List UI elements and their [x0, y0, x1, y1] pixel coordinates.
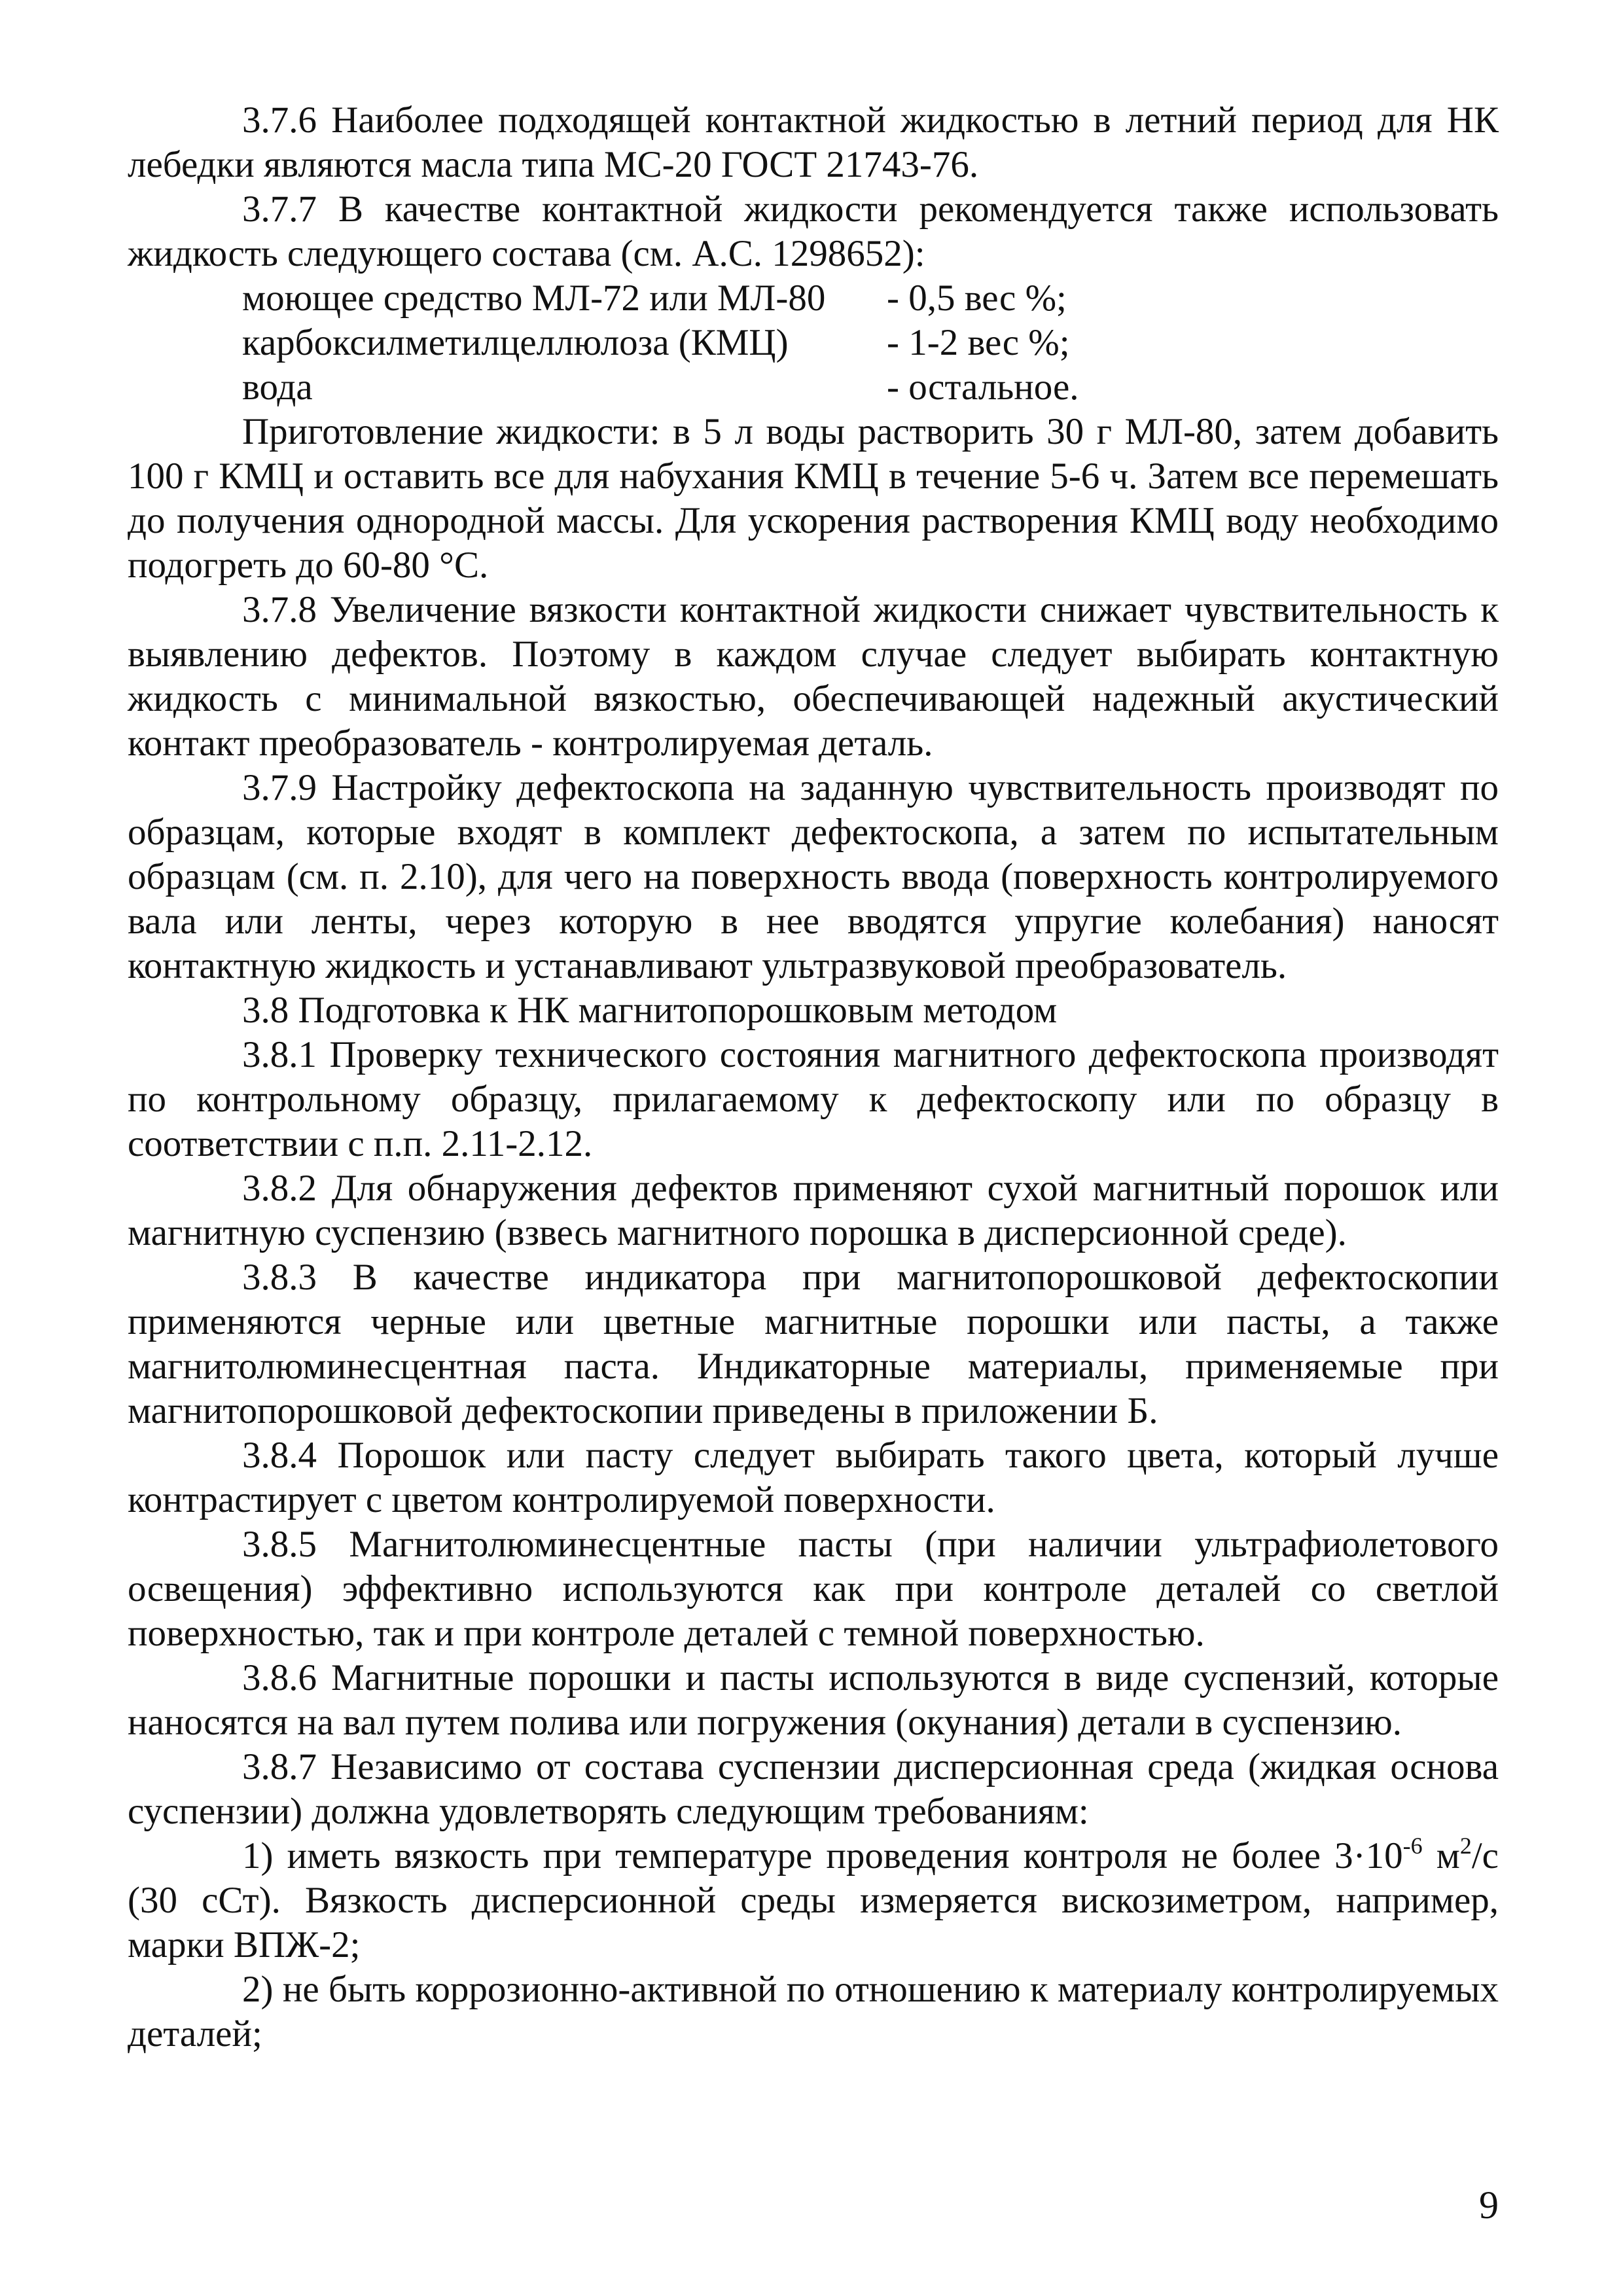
paragraph-3-8-4: 3.8.4 Порошок или пасту следует выбирать такого цвета, который лучше контрастирует с цветом контролируемой поверхности.	[128, 1435, 1499, 1520]
requirement-item-2: 2) не быть коррозионно-активной по отношению к материалу контролируемых деталей;	[128, 1969, 1499, 2054]
section-heading-3-8: 3.8 Подготовка к НК магнитопорошковым методом	[242, 990, 1058, 1031]
requirement-item-1	[128, 1834, 1499, 1967]
paragraph-3-7-9: 3.7.9 Настройку дефектоскопа на заданную чувствительность производят по образцам, которые входят в комплект дефектоскопа, а затем по испытательным образцам (см. п. 2.10), для чего на поверхность ввода (поверхность контролируемого вала или ленты, через которую в нее вводятся упругие колебания) наносят контактную жидкость и устанавливают ультразвуковой преобразователь.	[128, 767, 1499, 986]
mixture-amount: - 1-2 вес %;	[887, 322, 1070, 363]
paragraph-3-7-8: 3.7.8 Увеличение вязкости контактной жидкости снижает чувствительность к выявлению дефектов. Поэтому в каждом случае следует выбирать контактную жидкость с минимальной вязкостью, обеспечивающей надежный акустический контакт преобразователь - контролируемая деталь.	[128, 589, 1499, 764]
mixture-amount: - 0,5 вес %;	[887, 278, 1067, 319]
page-body	[128, 98, 1499, 2056]
mixture-component: карбоксилметилцеллюлоза (КМЦ)	[242, 322, 789, 363]
paragraph-3-8-2: 3.8.2 Для обнаружения дефектов применяют сухой магнитный порошок или магнитную суспензию (взвесь магнитного порошка в дисперсионной среде).	[128, 1168, 1499, 1253]
mixture-amount: - остальное.	[887, 367, 1079, 408]
paragraph-3-8-7: 3.8.7 Независимо от состава суспензии дисперсионная среда (жидкая основа суспензии) должна удовлетворять следующим требованиям:	[128, 1746, 1499, 1832]
paragraph-3-8-1: 3.8.1 Проверку технического состояния магнитного дефектоскопа производят по контрольному образцу, прилагаемому к дефектоскопу или по образцу в соответствии с п.п. 2.11-2.12.	[128, 1034, 1499, 1164]
paragraph-preparation: Приготовление жидкости: в 5 л воды растворить 30 г МЛ-80, затем добавить 100 г КМЦ и оставить все для набухания КМЦ в течение 5-6 ч. Затем все перемешать до получения однородной массы. Для ускорения растворения КМЦ воду необходимо подогреть до 60-80 °С.	[128, 411, 1499, 586]
page-number: 9	[1479, 2183, 1499, 2227]
requirement-item-1-text-a: 1) иметь вязкость при температуре проведения контроля не более 3·10	[242, 1835, 1403, 1876]
mixture-composition-list	[242, 276, 1499, 410]
exponent-two: 2	[1459, 1833, 1472, 1859]
mixture-component: моющее средство МЛ-72 или МЛ-80	[242, 278, 826, 319]
paragraph-3-8-3: 3.8.3 В качестве индикатора при магнитопорошковой дефектоскопии применяются черные или цветные магнитные порошки или пасты, а также магнитолюминесцентная паста. Индикаторные материалы, применяемые при магнитопорошковой дефектоскопии приведены в приложении Б.	[128, 1257, 1499, 1431]
paragraph-3-7-6: 3.7.6 Наиболее подходящей контактной жидкостью в летний период для НК лебедки являются масла типа МС-20 ГОСТ 21743-76.	[128, 99, 1499, 185]
requirement-item-1-text-c: /с (30 сСт). Вязкость дисперсионной среды измеряется вискозиметром, например, марки ВПЖ-2;	[128, 1835, 1499, 1965]
mixture-component: вода	[242, 367, 313, 408]
paragraph-3-8-6: 3.8.6 Магнитные порошки и пасты используются в виде суспензий, которые наносятся на вал путем полива или погружения (окунания) детали в суспензию.	[128, 1657, 1499, 1743]
requirement-item-1-text-b: м	[1422, 1835, 1460, 1876]
paragraph-3-8-5: 3.8.5 Магнитолюминесцентные пасты (при наличии ультрафиолетового освещения) эффективно используются как при контроле деталей со светлой поверхностью, так и при контроле деталей с темной поверхностью.	[128, 1524, 1499, 1654]
exponent-minus-six: -6	[1402, 1833, 1423, 1859]
paragraph-3-7-7: 3.7.7 В качестве контактной жидкости рекомендуется также использовать жидкость следующего состава (см. А.С. 1298652):	[128, 188, 1499, 274]
